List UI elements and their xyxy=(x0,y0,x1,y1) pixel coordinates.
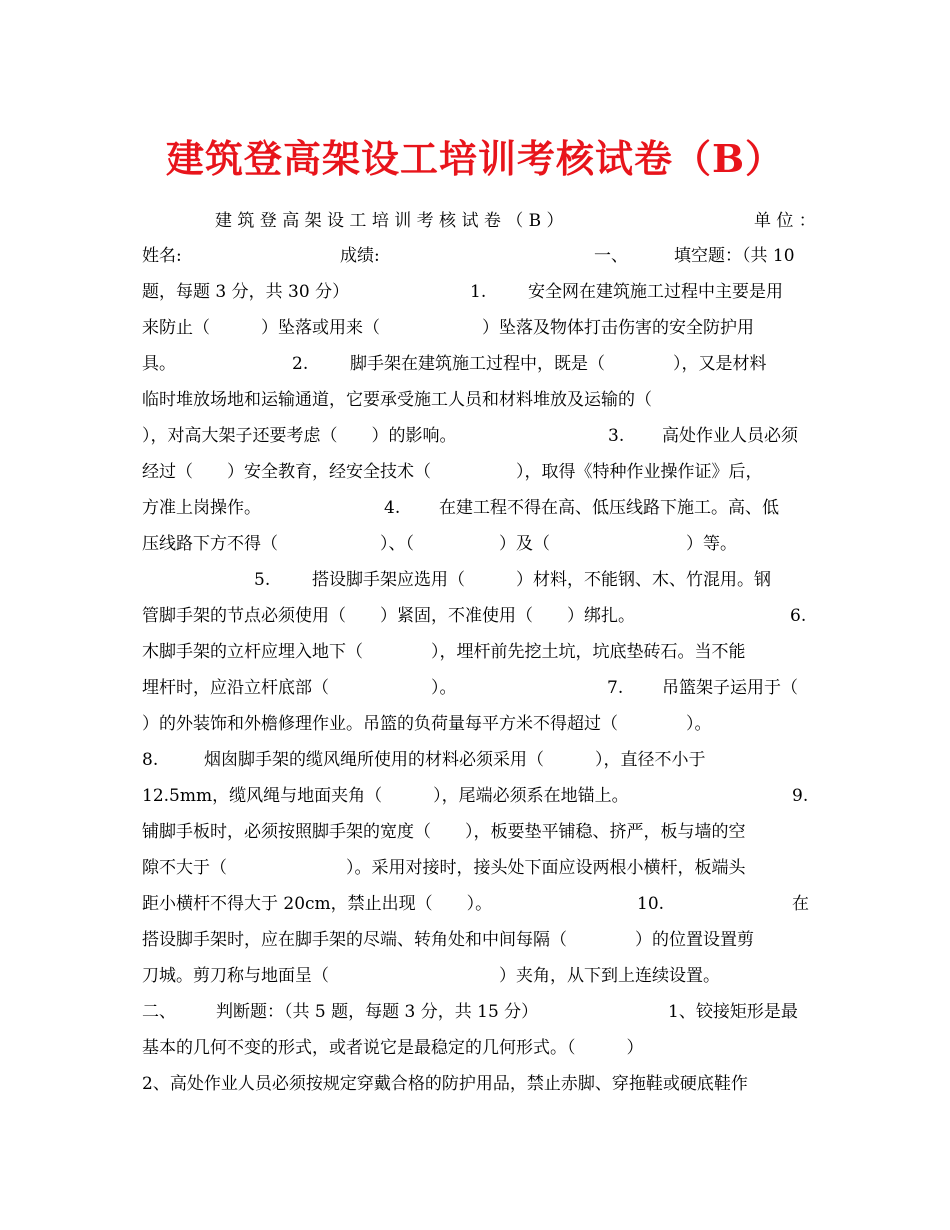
text-segment: 管脚手架的节点必须使用（ ）紧固，不准使用（ ）绑扎。 xyxy=(142,606,635,626)
text-line xyxy=(142,346,810,382)
text-line xyxy=(142,706,810,742)
text-segment: 铺脚手板时，必须按照脚手架的宽度（ ），板要垫平铺稳、挤严，板与墙的空 xyxy=(142,822,746,842)
text-segment: 来防止（ ）坠落或用来（ ）坠落及物体打击伤害的安全防护用 xyxy=(142,318,754,338)
document-title: 建筑登高架设工培训考核试卷（B） xyxy=(165,136,785,181)
text-line xyxy=(142,958,810,994)
text-segment: 距小横杆不得大于 20cm，禁止出现（ ）。 xyxy=(142,894,493,914)
text-segment: ）的外装饰和外檐修理作业。吊篮的负荷量每平方米不得超过（ ）。 xyxy=(142,714,712,734)
text-segment: 木脚手架的立杆应埋入地下（ ），埋杆前先挖土坑，坑底垫砖石。当不能 xyxy=(142,642,746,662)
text-segment: 临时堆放场地和运输通道，它要承受施工人员和材料堆放及运输的（ xyxy=(142,390,652,410)
text-segment: 单 位 ： xyxy=(754,211,816,231)
text-segment: 7. xyxy=(607,678,624,698)
text-segment: 搭设脚手架应选用（ ）材料，不能钢、木、竹混用。钢 xyxy=(312,570,771,590)
text-line xyxy=(142,562,810,598)
text-segment: 烟囱脚手架的缆风绳所使用的材料必须采用（ ），直径不小于 xyxy=(204,750,706,770)
text-segment: 姓名: xyxy=(142,246,182,266)
text-segment: 经过（ ）安全教育，经安全技术（ ），取得《特种作业操作证》后， xyxy=(142,462,763,482)
text-segment: 10. xyxy=(637,894,665,914)
text-segment: ），对高大架子还要考虑（ ）的影响。 xyxy=(142,426,457,446)
text-line xyxy=(142,203,816,239)
text-segment: 2. xyxy=(292,354,309,374)
text-line xyxy=(142,922,810,958)
text-segment: 9. xyxy=(792,786,809,806)
text-segment: 脚手架在建筑施工过程中，既是（ ），又是材料 xyxy=(350,354,767,374)
text-line xyxy=(142,490,810,526)
text-line xyxy=(142,634,810,670)
text-segment: 1、铰接矩形是最 xyxy=(668,1002,798,1022)
text-segment: 高处作业人员必须 xyxy=(662,426,798,446)
text-segment: 搭设脚手架时，应在脚手架的尽端、转角处和中间每隔（ ）的位置设置剪 xyxy=(142,930,754,950)
text-segment: 一、 xyxy=(594,246,628,266)
text-segment: 2、高处作业人员必须按规定穿戴合格的防护用品，禁止赤脚、穿拖鞋或硬底鞋作 xyxy=(142,1074,748,1094)
text-segment: 填空题：（共 10 xyxy=(674,246,795,266)
text-segment: 刀城。剪刀称与地面呈（ ）夹角，从下到上连续设置。 xyxy=(142,966,720,986)
text-segment: 建 筑 登 高 架 设 工 培 训 考 核 试 卷 （ B ） xyxy=(215,211,564,231)
text-segment: 基本的几何不变的形式，或者说它是最稳定的几何形式。（ ） xyxy=(142,1038,644,1058)
text-segment: 具。 xyxy=(142,354,176,374)
text-line xyxy=(142,310,810,346)
text-segment: 3. xyxy=(608,426,625,446)
text-line xyxy=(142,1030,810,1066)
text-line xyxy=(142,1066,810,1102)
text-segment: 12.5mm，缆风绳与地面夹角（ ），尾端必须系在地锚上。 xyxy=(142,786,629,806)
text-segment: 隙不大于（ ）。采用对接时，接头处下面应设两根小横杆，板端头 xyxy=(142,858,746,878)
text-line xyxy=(142,886,810,922)
text-line xyxy=(142,526,810,562)
text-segment: 4. xyxy=(384,498,401,518)
text-line xyxy=(142,382,810,418)
text-line xyxy=(142,238,810,274)
text-segment: 埋杆时，应沿立杆底部（ ）。 xyxy=(142,678,457,698)
text-line xyxy=(142,742,810,778)
text-line xyxy=(142,274,810,310)
text-segment: 成绩: xyxy=(340,246,380,266)
text-line xyxy=(142,778,810,814)
text-segment: 方准上岗操作。 xyxy=(142,498,261,518)
text-line xyxy=(142,850,810,886)
text-segment: 在建工程不得在高、低压线路下施工。高、低 xyxy=(439,498,779,518)
text-line xyxy=(142,814,810,850)
text-segment: 8. xyxy=(142,750,159,770)
text-segment: 1. xyxy=(470,282,487,302)
text-segment: 压线路下方不得（ ）、（ ）及（ ）等。 xyxy=(142,534,737,554)
text-line xyxy=(142,994,810,1030)
text-segment: 判断题：（共 5 题，每题 3 分，共 15 分） xyxy=(216,1002,539,1022)
text-line xyxy=(142,454,810,490)
text-segment: 二、 xyxy=(142,1002,176,1022)
text-segment: 6. xyxy=(790,606,807,626)
text-line xyxy=(142,670,810,706)
text-segment: 安全网在建筑施工过程中主要是用 xyxy=(528,282,783,302)
text-segment: 吊篮架子运用于（ xyxy=(662,678,798,698)
text-segment: 题，每题 3 分，共 30 分） xyxy=(142,282,350,302)
text-line xyxy=(142,418,810,454)
text-segment: 5. xyxy=(254,570,271,590)
text-line xyxy=(142,598,810,634)
text-segment: 在 xyxy=(792,894,809,914)
